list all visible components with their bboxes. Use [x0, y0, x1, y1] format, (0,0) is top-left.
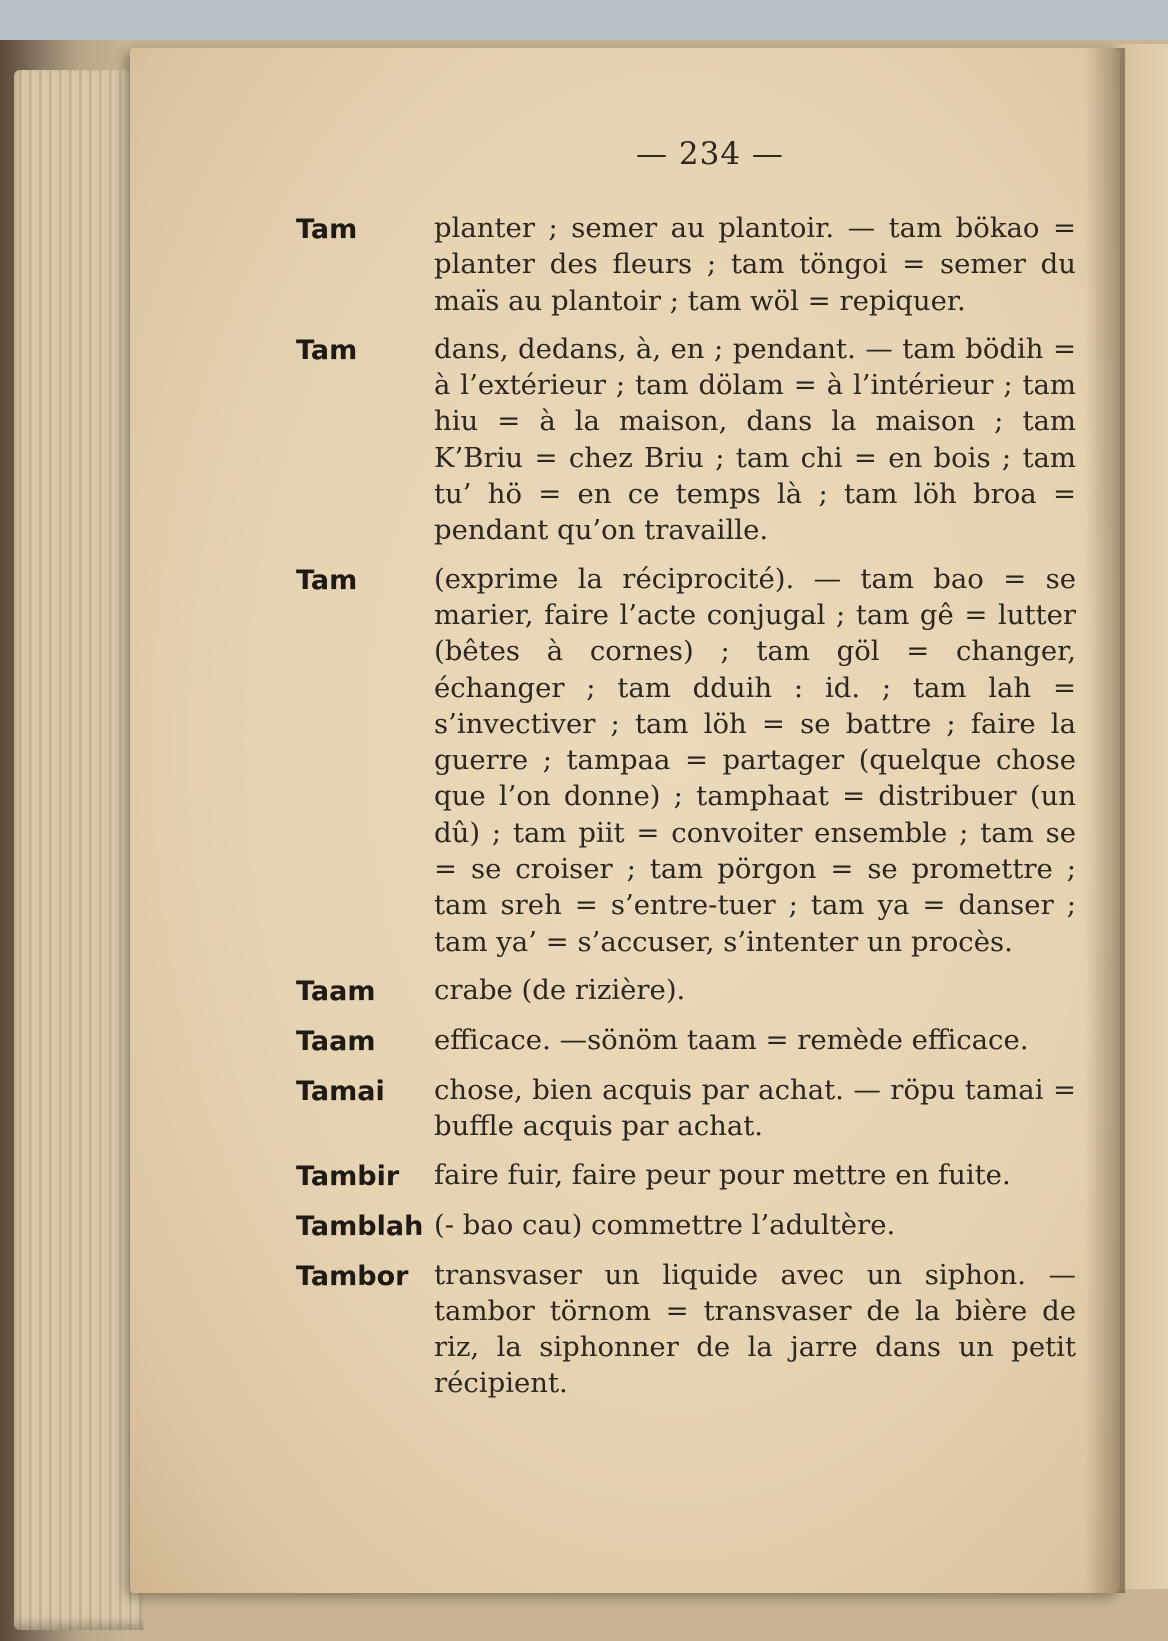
dictionary-entry [296, 561, 1076, 960]
dictionary-entry [296, 1157, 1076, 1195]
entry-definition: (- bao cau) commettre l’adultère. [434, 1208, 896, 1241]
entry-headword: Tam [296, 214, 358, 245]
entry-definition: faire fuir, faire peur pour mettre en fuite. [434, 1158, 1011, 1191]
entry-definition: efficace. —sönöm taam = remède efficace. [434, 1023, 1029, 1056]
dictionary-entries [296, 210, 1076, 1414]
dictionary-entry [296, 1207, 1076, 1245]
entry-definition: transvaser un liquide avec un siphon. — tambor törnom = transvaser de la bière de riz, la siphonner de la jarre dans un petit récipient. [434, 1258, 1076, 1400]
dictionary-entry [296, 1022, 1076, 1060]
entry-definition: (exprime la réciprocité). — tam bao = se marier, faire l’acte conjugal ; tam gê = lutter (bêtes à cornes) ; tam göl = changer, échanger ; tam dduih : id. ; tam lah = s’invectiver ; tam löh = se battre ; faire la guerre ; tampaa = partager (quelque chose que l’on donne) ; tamphaat = distribuer (un dû) ; tam piit = convoiter ensemble ; tam se = se croiser ; tam pörgon = se promettre ; tam sreh = s’entre-tuer ; tam ya = danser ; tam ya’ = s’accuser, s’intenter un procès. [434, 562, 1076, 958]
entry-headword: Tambir [296, 1160, 400, 1192]
entry-headword: Taam [296, 1025, 376, 1057]
entry-headword: Tam [296, 564, 358, 596]
entry-headword: Tam [296, 334, 358, 366]
entry-definition: chose, bien acquis par achat. — röpu tamai = buffle acquis par achat. [434, 1073, 1076, 1143]
dictionary-entry [296, 972, 1076, 1010]
entry-definition: dans, dedans, à, en ; pendant. — tam bödih = à l’extérieur ; tam dölam = à l’intérieur ; tam hiu = à la maison, dans la maison ; tam K’Briu = chez Briu ; tam chi = en bois ; tam tu’ hö = en ce temps là ; tam löh broa = pendant qu’on travaille. [434, 332, 1076, 547]
dictionary-entry [296, 1257, 1076, 1402]
dictionary-entry [296, 1072, 1076, 1145]
page-edges [14, 70, 144, 1630]
spine-shadow [1085, 48, 1125, 1593]
entry-definition: planter ; semer au plantoir. — tam bökao = planter des fleurs ; tam töngoi = semer du maïs au plantoir ; tam wöl = repiquer. [434, 212, 1076, 317]
entry-definition: crabe (de rizière). [434, 973, 686, 1006]
dictionary-entry [296, 210, 1076, 319]
entry-headword: Tamai [296, 1075, 385, 1107]
page-number: — 234 — [636, 136, 784, 172]
entry-headword: Tambor [296, 1260, 409, 1292]
entry-headword: Tamblah [296, 1210, 424, 1242]
entry-headword: Taam [296, 975, 376, 1007]
dictionary-entry [296, 331, 1076, 549]
